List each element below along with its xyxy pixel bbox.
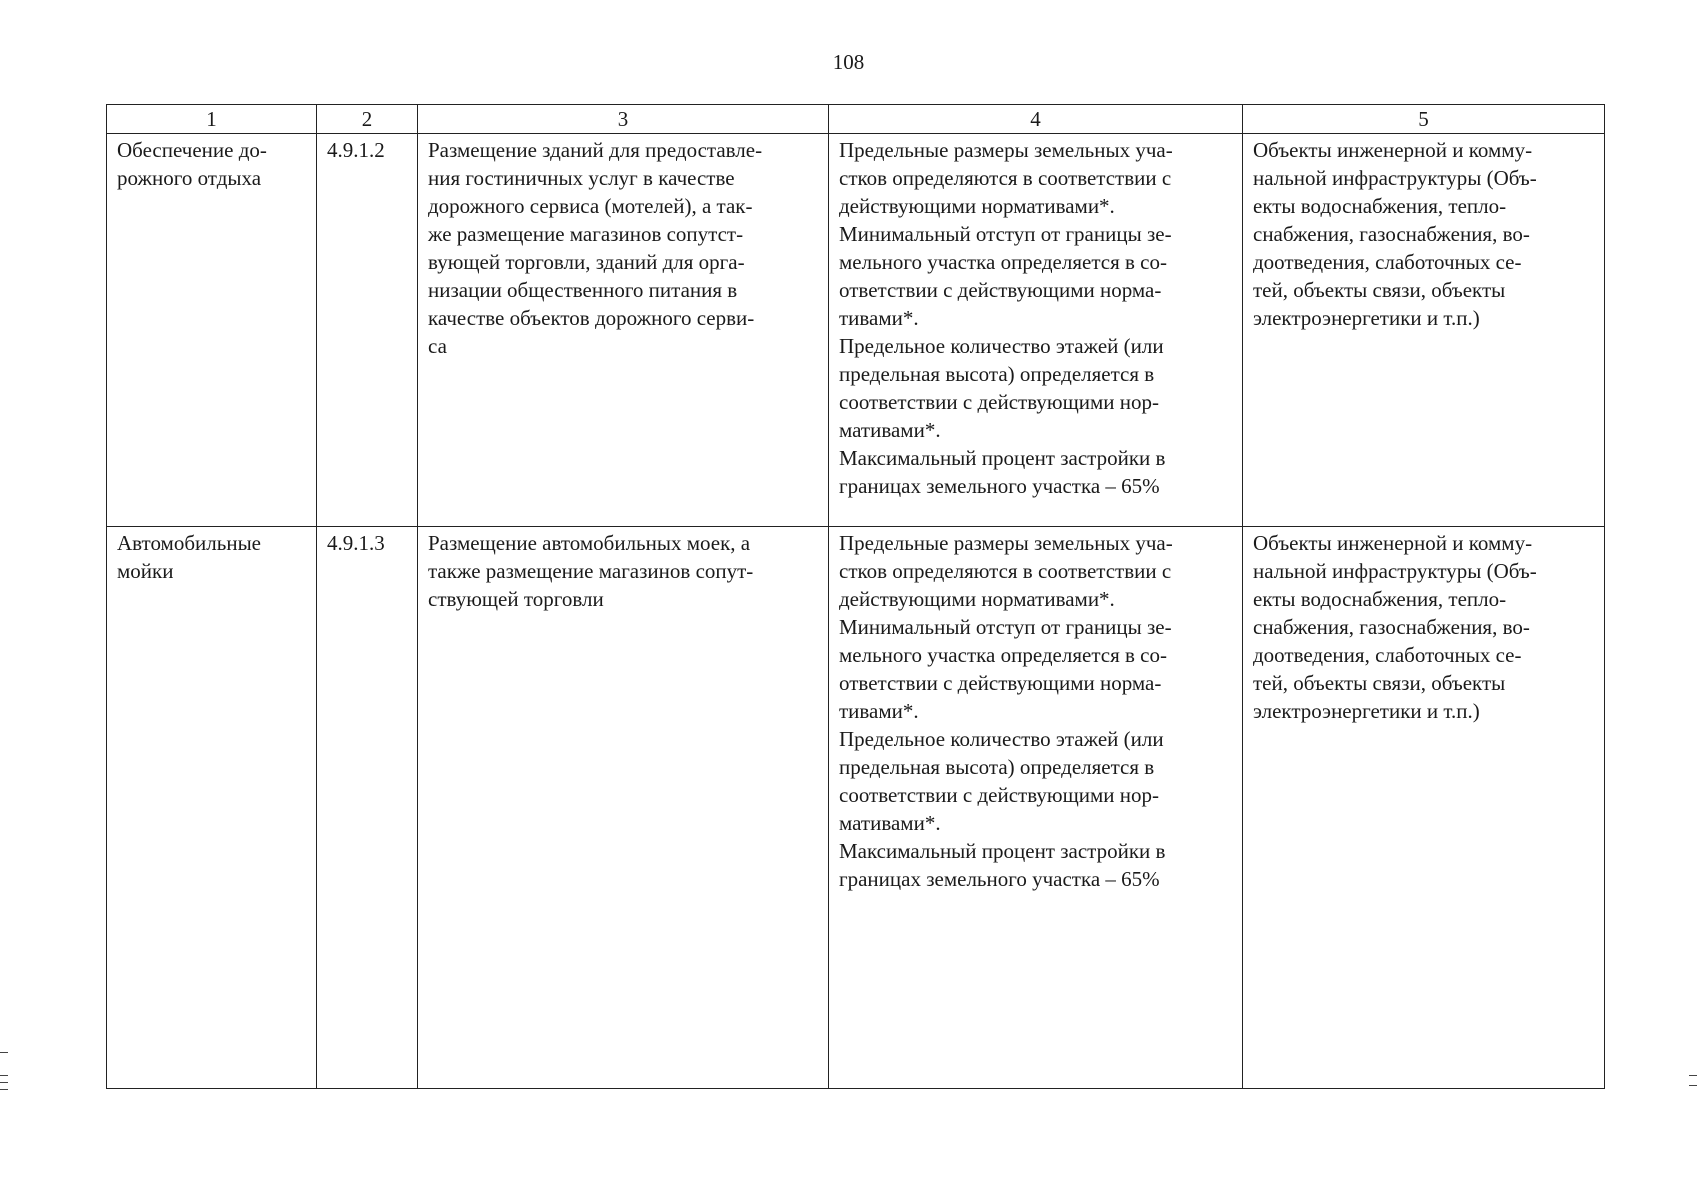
table-header-row xyxy=(107,105,1605,134)
use-description-cell xyxy=(418,134,829,527)
auxiliary-uses: Объекты инженерной и комму- нальной инфраструктуры (Объ- екты водоснабжения, тепло- снабжения, газоснабжения, во- доотведения, слаботочных се- тей, объекты связи, объекты электроэнергетики и т.п.) xyxy=(1253,138,1537,330)
parameter-plot-size: Предельные размеры земельных уча- стков определяются в соответствии с действующими нормативами*. xyxy=(839,531,1173,611)
scan-edge-mark xyxy=(0,1082,8,1083)
use-code-cell xyxy=(317,134,418,527)
use-description: Размещение автомобильных моек, а также размещение магазинов сопут- ствующей торговли xyxy=(428,531,754,611)
column-header-1: 1 xyxy=(107,105,317,134)
page-number: 108 xyxy=(832,50,865,74)
parameter-setback: Минимальный отступ от границы зе- мельного участка определяется в со- ответствии с действующими норма- тивами*. xyxy=(839,615,1172,723)
use-name: Автомобильные мойки xyxy=(117,531,261,583)
column-header-3: 3 xyxy=(418,105,829,134)
use-description: Размещение зданий для предоставле- ния гостиничных услуг в качестве дорожного сервиса (мотелей), а так- же размещение магазинов сопутст- вующей торговли, зданий для орга- низации общественного питания в качестве объектов дорожного серви- са xyxy=(428,138,763,358)
use-name-cell xyxy=(107,527,317,1089)
parameter-setback: Минимальный отступ от границы зе- мельного участка определяется в со- ответствии с действующими норма- тивами*. xyxy=(839,222,1172,330)
use-description-cell xyxy=(418,527,829,1089)
use-name-cell xyxy=(107,134,317,527)
table-row xyxy=(107,527,1605,1089)
auxiliary-uses: Объекты инженерной и комму- нальной инфраструктуры (Объ- екты водоснабжения, тепло- снабжения, газоснабжения, во- доотведения, слаботочных се- тей, объекты связи, объекты электроэнергетики и т.п.) xyxy=(1253,531,1537,723)
auxiliary-uses-cell xyxy=(1243,134,1605,527)
scan-edge-mark xyxy=(1689,1085,1697,1086)
use-name: Обеспечение до- рожного отдыха xyxy=(117,138,267,190)
regulations-table xyxy=(106,104,1605,1089)
table-row xyxy=(107,134,1605,527)
parameters-cell xyxy=(829,527,1243,1089)
parameter-floors: Предельное количество этажей (или предельная высота) определяется в соответствии с действующими нор- мативами*. xyxy=(839,727,1164,835)
scan-edge-mark xyxy=(1689,1075,1697,1076)
scan-edge-mark xyxy=(0,1075,8,1076)
parameter-coverage: Максимальный процент застройки в границах земельного участка – 65% xyxy=(839,839,1166,891)
parameter-coverage: Максимальный процент застройки в границах земельного участка – 65% xyxy=(839,446,1166,498)
scan-edge-mark xyxy=(0,1052,8,1053)
column-header-2: 2 xyxy=(317,105,418,134)
column-header-4: 4 xyxy=(829,105,1243,134)
use-code: 4.9.1.2 xyxy=(327,138,385,162)
scan-edge-mark xyxy=(0,1089,8,1090)
column-header-5: 5 xyxy=(1243,105,1605,134)
parameters-cell xyxy=(829,134,1243,527)
use-code-cell xyxy=(317,527,418,1089)
parameter-floors: Предельное количество этажей (или предельная высота) определяется в соответствии с действующими нор- мативами*. xyxy=(839,334,1164,442)
parameter-plot-size: Предельные размеры земельных уча- стков определяются в соответствии с действующими нормативами*. xyxy=(839,138,1173,218)
auxiliary-uses-cell xyxy=(1243,527,1605,1089)
use-code: 4.9.1.3 xyxy=(327,531,385,555)
